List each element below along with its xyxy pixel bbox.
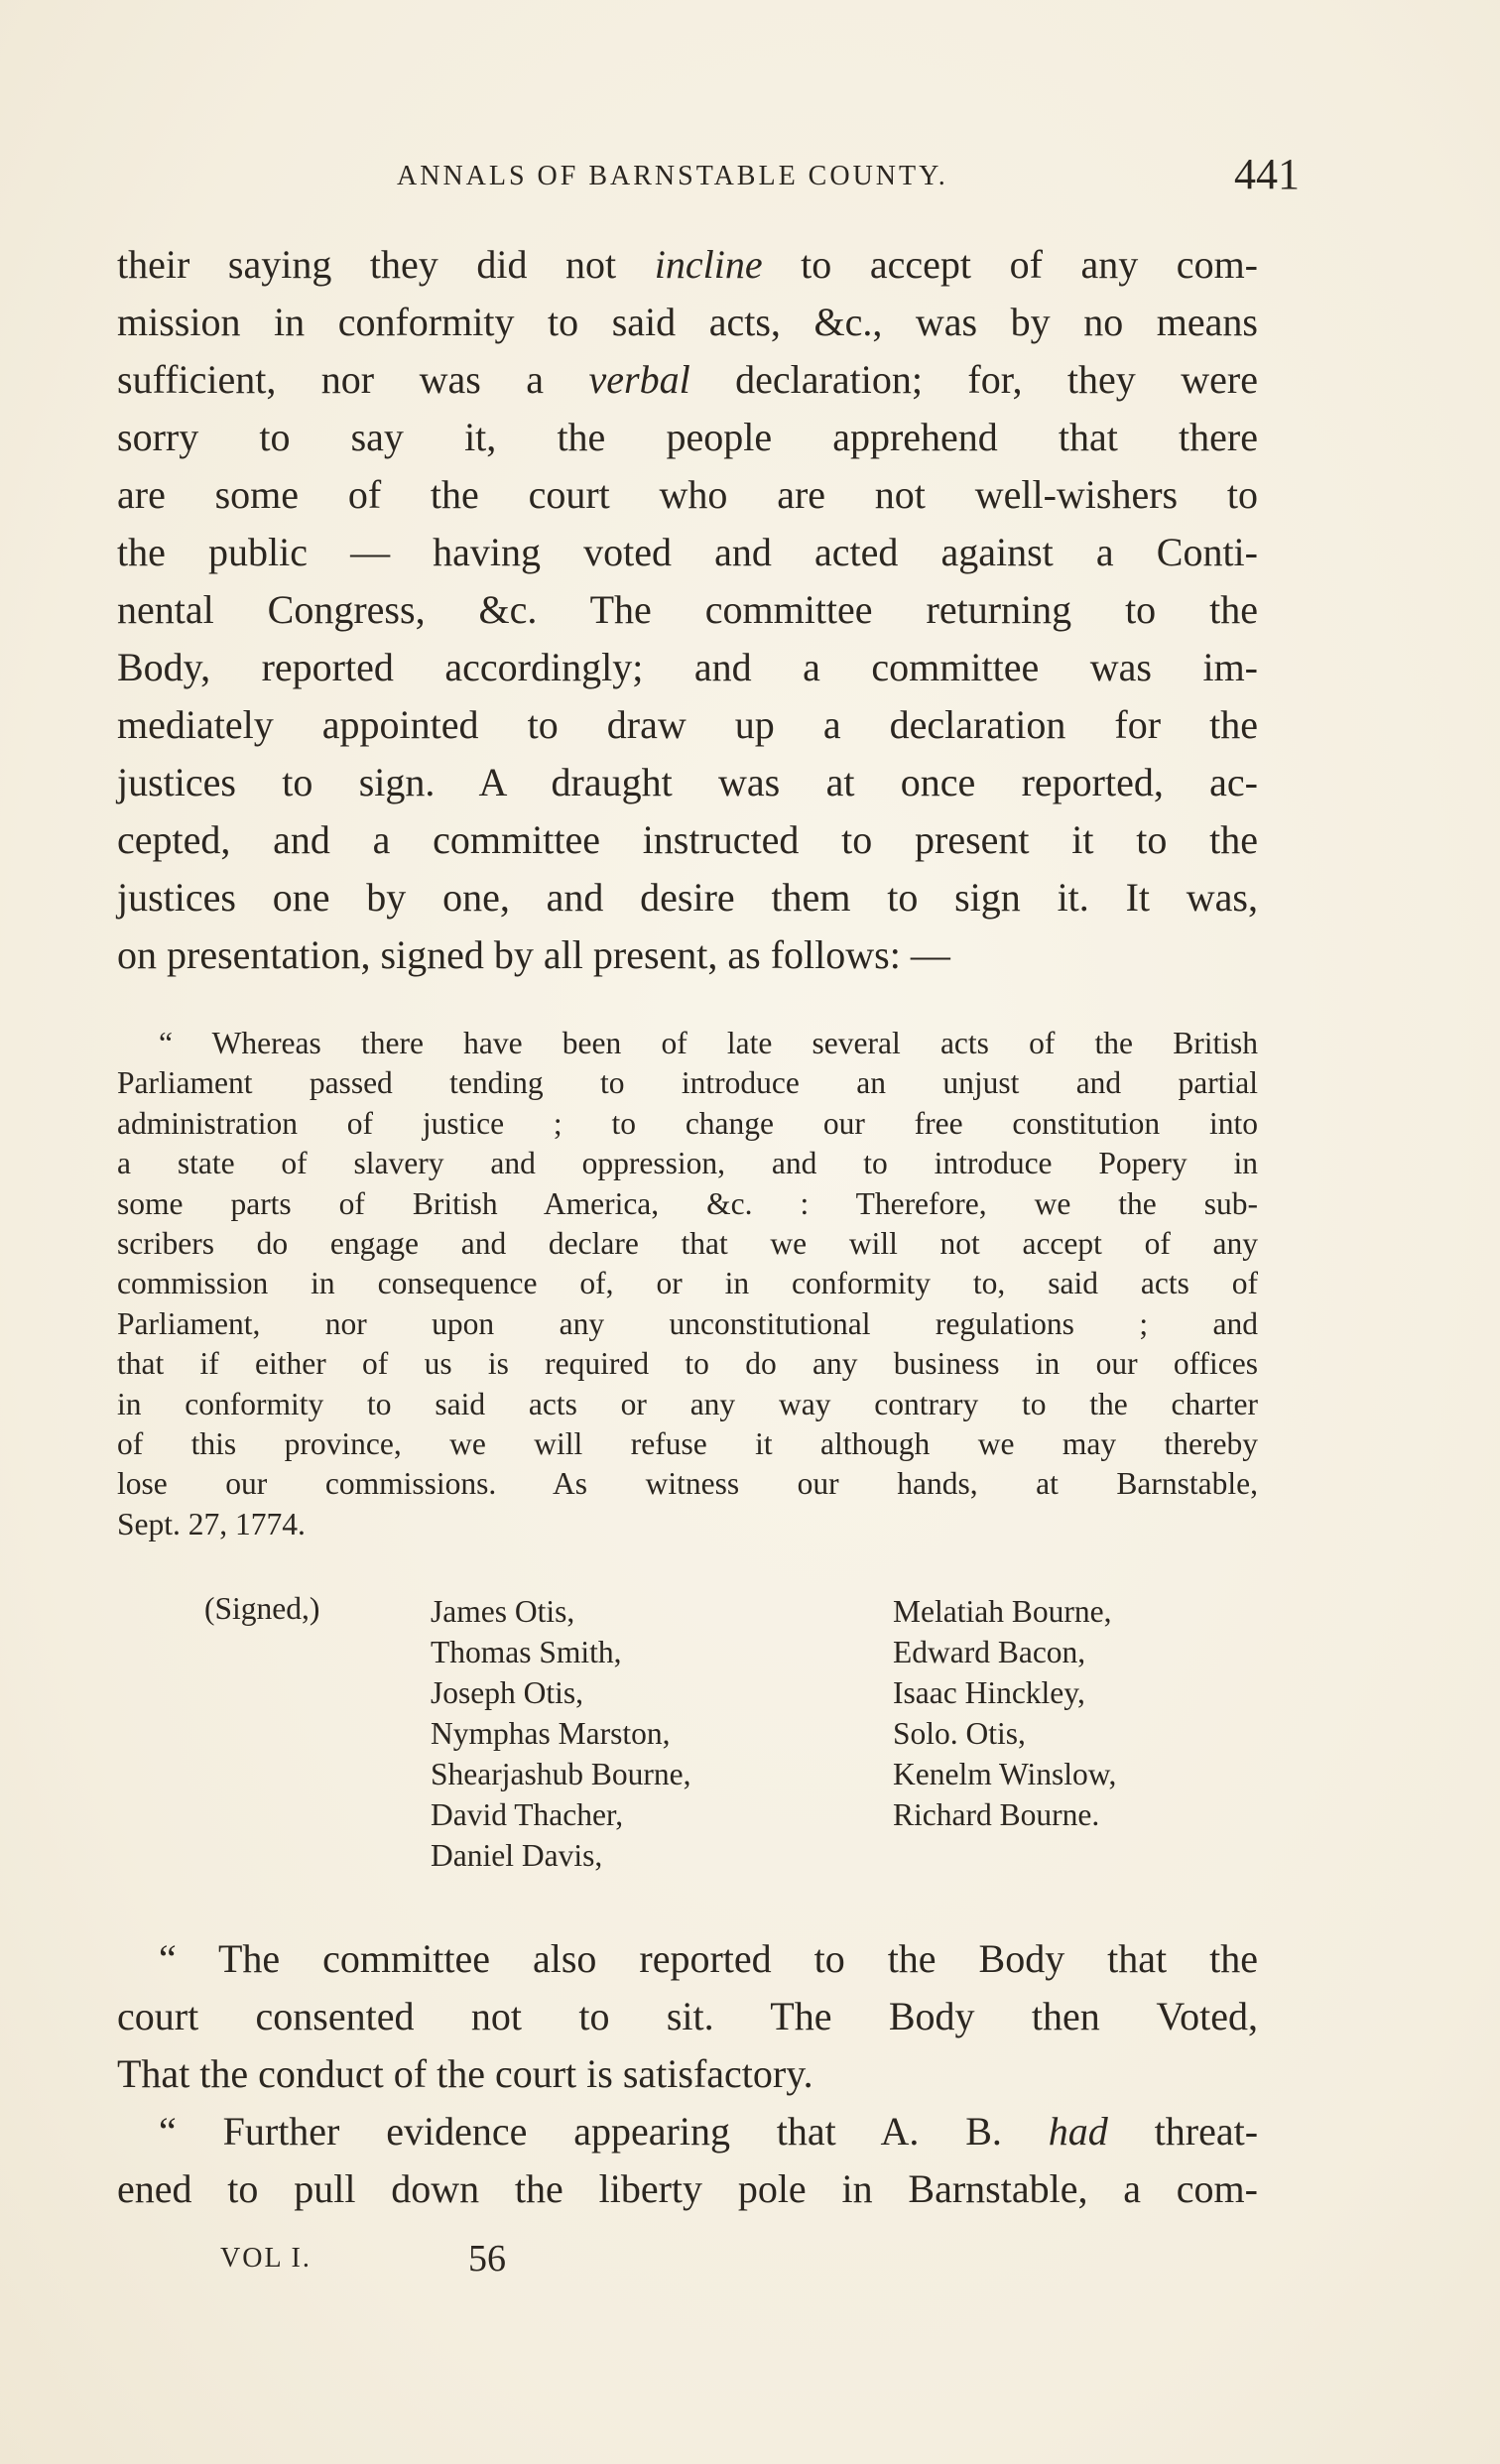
italic-word: verbal <box>588 357 690 402</box>
closing-line: That the conduct of the court is satisfactory. <box>117 2051 813 2096</box>
body-line: are some of the court who are not well-wishers to <box>117 472 1258 517</box>
closing-line: ened to pull down the liberty pole in Barnstable, a com- <box>117 2166 1258 2211</box>
running-head: ANNALS OF BARNSTABLE COUNTY. <box>397 161 948 191</box>
signatory-name: James Otis, <box>431 1594 575 1629</box>
signature-column-right <box>893 1591 1116 1835</box>
signature-mark: 56 <box>468 2238 506 2279</box>
italic-word: had <box>1048 2109 1108 2154</box>
body-line: Body, reported accordingly; and a committee was im- <box>117 645 1258 689</box>
body-line: nental Congress, &c. The committee returning to the <box>117 587 1258 632</box>
page-footer <box>220 2237 617 2286</box>
body-line: cepted, and a committee instructed to present it to the <box>117 817 1258 862</box>
body-line: justices one by one, and desire them to sign it. It was, <box>117 875 1258 920</box>
quote-line: in conformity to said acts or any way contrary to the charter <box>117 1386 1258 1421</box>
page-number: 441 <box>1234 150 1300 198</box>
quote-line: that if either of us is required to do any business in our offices <box>117 1346 1258 1382</box>
closing-line: “ The committee also reported to the Body that the <box>159 1936 1258 1981</box>
quote-line: lose our commissions. As witness our hands, at Barnstable, <box>117 1466 1258 1502</box>
signatory-name: David Thacher, <box>431 1797 624 1832</box>
body-line: the public — having voted and acted against a Conti- <box>117 530 1258 574</box>
declaration-quote <box>117 1024 1258 1544</box>
body-line: on presentation, signed by all present, as follows: — <box>117 932 950 977</box>
signatory-name: Joseph Otis, <box>431 1675 584 1710</box>
signatory-name: Kenelm Winslow, <box>893 1757 1117 1791</box>
signatory-name: Nymphas Marston, <box>431 1716 671 1751</box>
page-header <box>397 149 1300 208</box>
quote-line: Parliament passed tending to introduce an unjust and partial <box>117 1065 1258 1101</box>
signatory-name: Thomas Smith, <box>431 1635 622 1669</box>
quote-line: Parliament, nor upon any unconstitutional regulations ; and <box>117 1305 1258 1341</box>
signatory-name: Shearjashub Bourne, <box>431 1757 691 1791</box>
quote-line: scribers do engage and declare that we will not accept of any <box>117 1225 1258 1261</box>
closing-paragraph <box>117 1930 1258 2218</box>
quote-line: Sept. 27, 1774. <box>117 1506 306 1541</box>
quote-line: of this province, we will refuse it although we may thereby <box>117 1425 1258 1461</box>
quote-line: commission in consequence of, or in conformity to, said acts of <box>117 1266 1258 1301</box>
quote-line: “ Whereas there have been of late several acts of the British <box>159 1026 1258 1060</box>
italic-word: incline <box>654 242 763 287</box>
body-line: sorry to say it, the people apprehend that there <box>117 415 1258 459</box>
signatory-name: Daniel Davis, <box>431 1838 603 1873</box>
signatory-name: Solo. Otis, <box>893 1716 1026 1751</box>
signatory-name: Edward Bacon, <box>893 1635 1086 1669</box>
quote-line: some parts of British America, &c. : Therefore, we the sub- <box>117 1185 1258 1221</box>
closing-line: “ Further evidence appearing that A. B. had threat- <box>159 2109 1259 2154</box>
quote-line: a state of slavery and oppression, and to introduce Popery in <box>117 1146 1258 1181</box>
signature-column-left <box>431 1591 690 1876</box>
body-line: mission in conformity to said acts, &c., was by no means <box>117 300 1258 344</box>
body-paragraph <box>117 236 1258 984</box>
signatory-name: Isaac Hinckley, <box>893 1675 1085 1710</box>
signed-label: (Signed,) <box>204 1591 320 1626</box>
signatory-name: Richard Bourne. <box>893 1797 1100 1832</box>
quote-line: administration of justice ; to change our free constitution into <box>117 1105 1258 1141</box>
body-line: justices to sign. A draught was at once reported, ac- <box>117 760 1258 804</box>
closing-line: court consented not to sit. The Body then Voted, <box>117 1994 1258 2038</box>
volume-label: VOL I. <box>220 2243 312 2274</box>
body-line: sufficient, nor was a verbal declaration; for, they were <box>117 357 1258 402</box>
body-line: their saying they did not incline to accept of any com- <box>117 242 1258 287</box>
signatory-name: Melatiah Bourne, <box>893 1594 1112 1629</box>
body-line: mediately appointed to draw up a declaration for the <box>117 702 1258 747</box>
